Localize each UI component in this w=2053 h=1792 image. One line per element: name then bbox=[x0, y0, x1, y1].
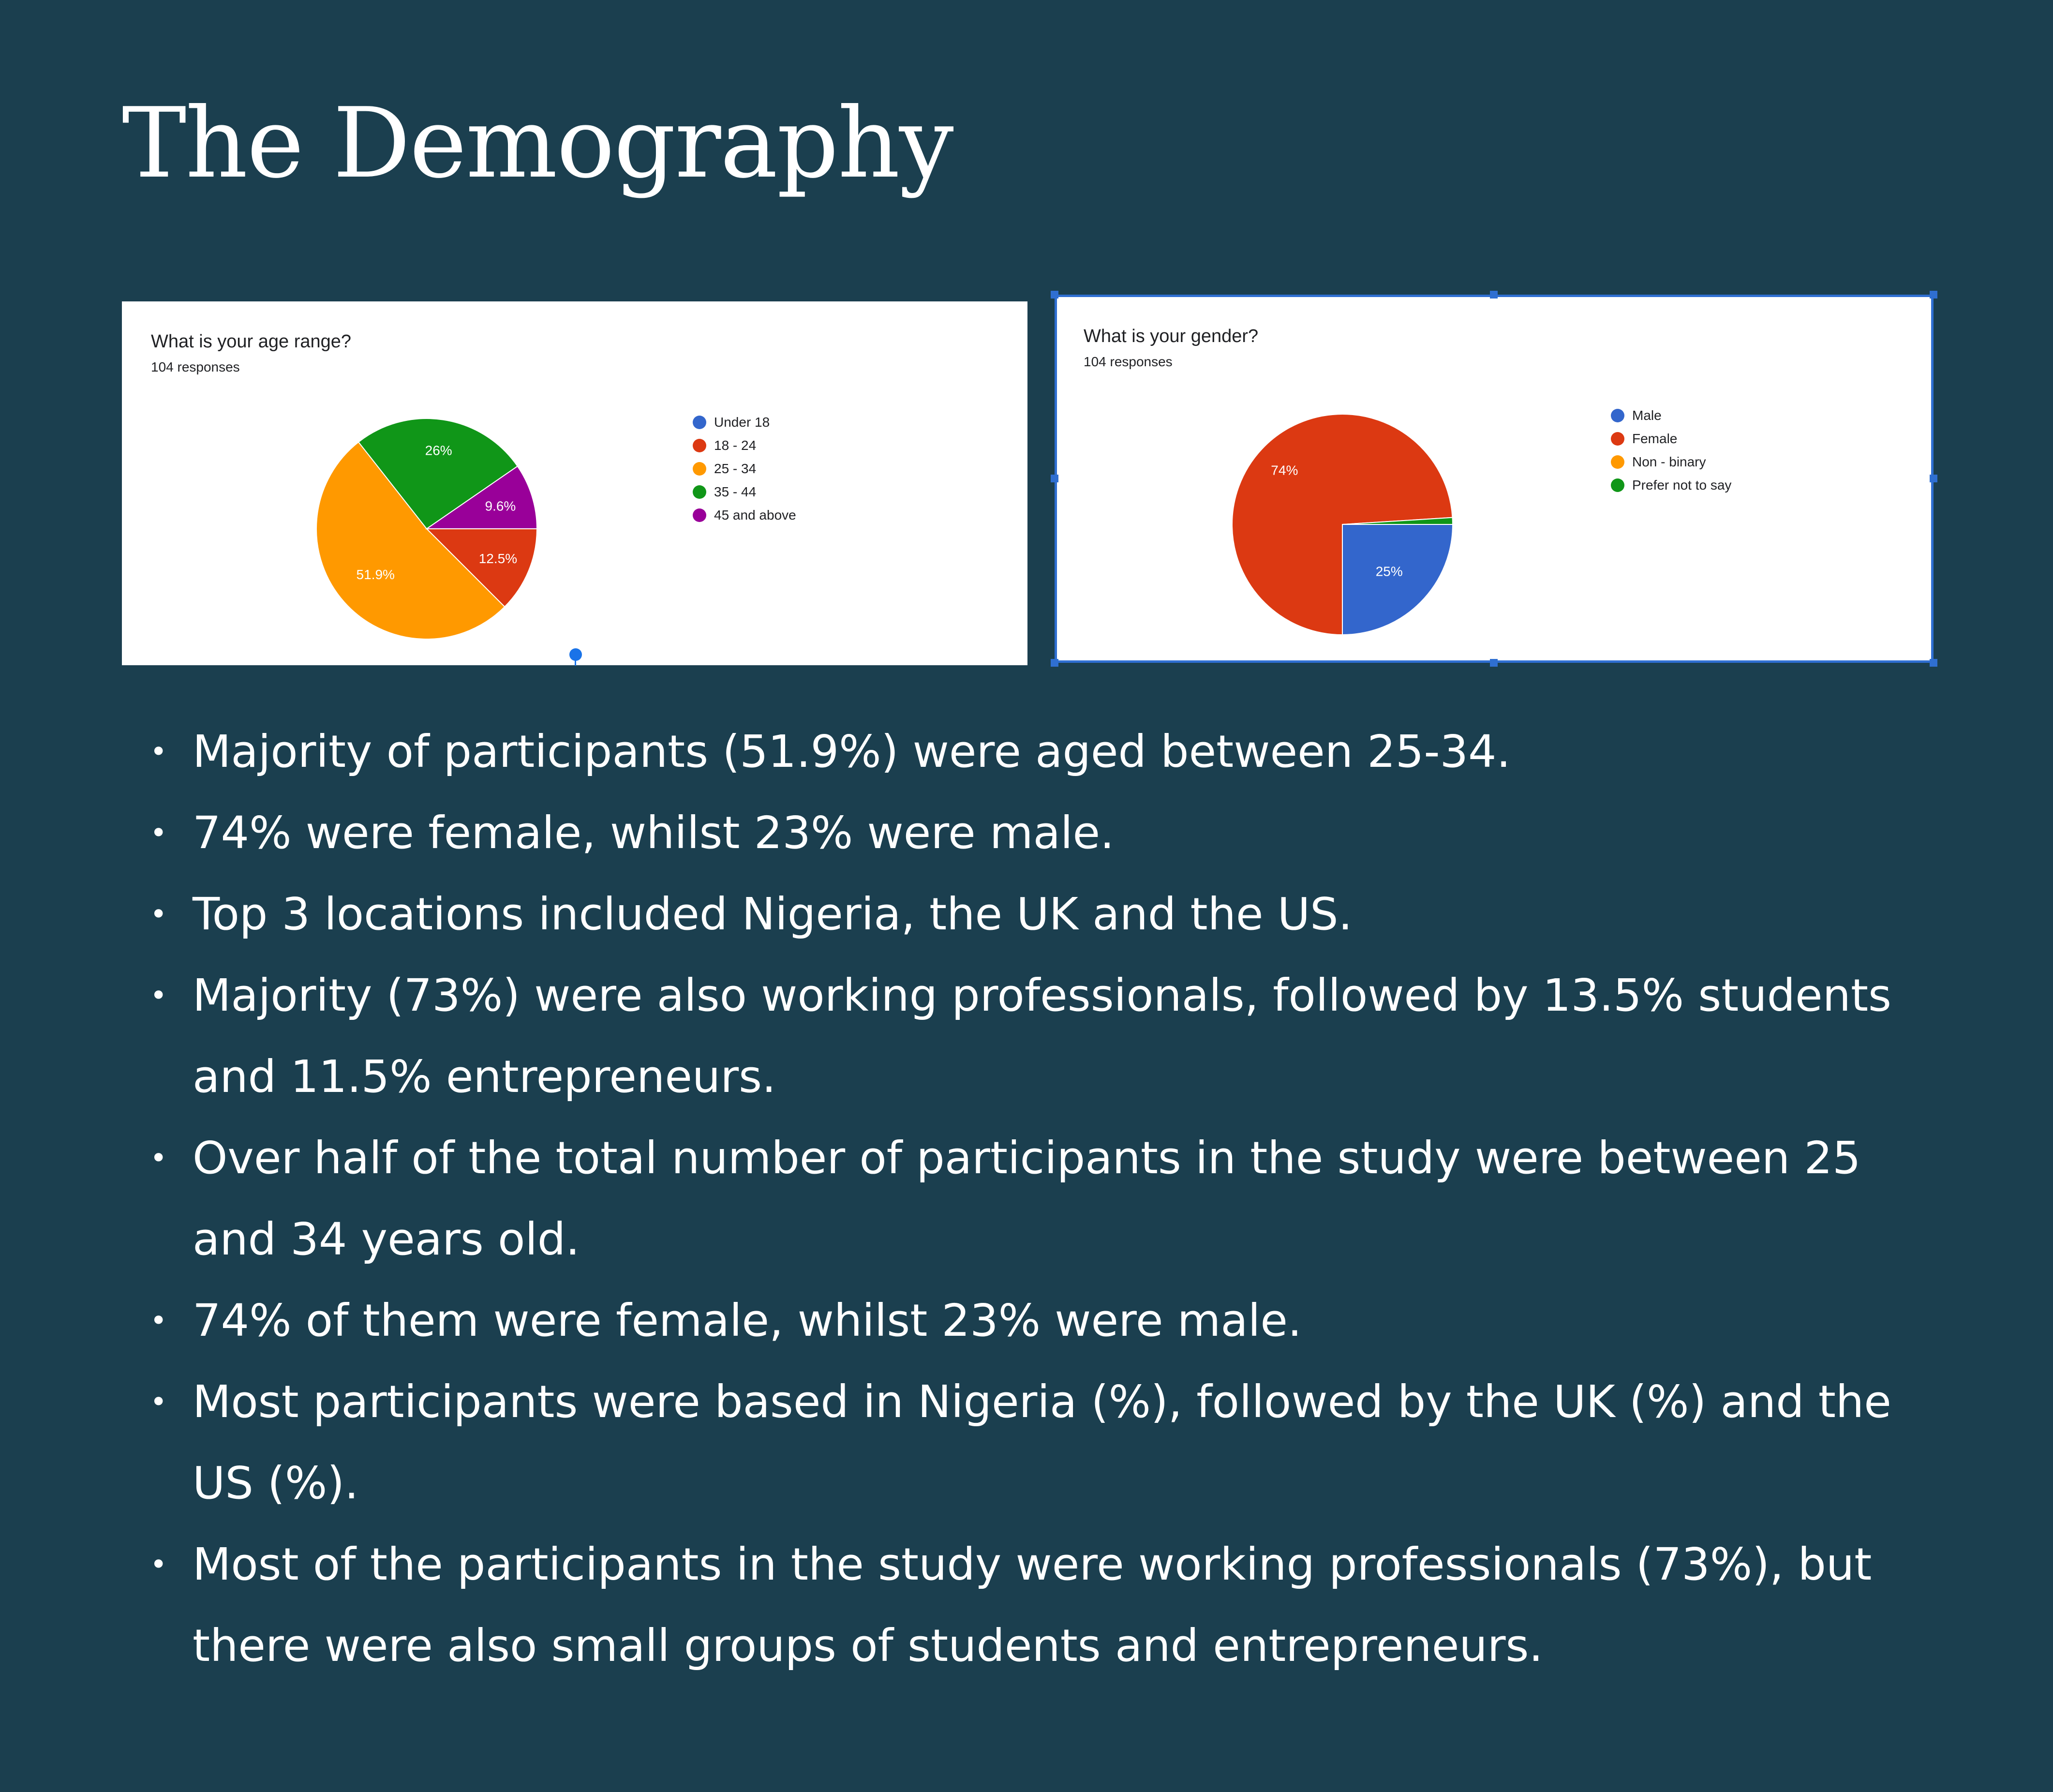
anchor-line bbox=[575, 660, 576, 666]
legend-label: Female bbox=[1632, 431, 1678, 446]
resize-handle-top-middle[interactable] bbox=[1490, 291, 1498, 299]
legend-swatch bbox=[1611, 478, 1624, 492]
age-chart-legend bbox=[693, 411, 796, 527]
legend-item bbox=[1611, 450, 1731, 474]
resize-handle-bottom-middle[interactable] bbox=[1490, 659, 1498, 667]
gender-chart-title: What is your gender? bbox=[1084, 326, 1259, 346]
resize-handle-middle-left[interactable] bbox=[1051, 475, 1058, 482]
resize-handle-top-left[interactable] bbox=[1051, 291, 1058, 299]
legend-swatch bbox=[1611, 432, 1624, 446]
pie-data-label: 26% bbox=[425, 443, 452, 458]
legend-label: Prefer not to say bbox=[1632, 478, 1732, 493]
legend-swatch bbox=[1611, 455, 1624, 469]
pie-data-label: 12.5% bbox=[478, 551, 518, 567]
legend-label: Male bbox=[1632, 408, 1662, 423]
resize-handle-bottom-right[interactable] bbox=[1930, 659, 1937, 667]
bullet-item: • 74% were female, whilst 23% were male. bbox=[145, 792, 1935, 874]
legend-label: 25 - 34 bbox=[714, 461, 757, 476]
legend-label: 45 and above bbox=[714, 508, 796, 523]
bullet-item: • Majority of participants (51.9%) were aged between 25-34. bbox=[145, 711, 1935, 792]
legend-label: 35 - 44 bbox=[714, 484, 757, 499]
findings-bullet-list bbox=[145, 711, 1935, 1687]
legend-swatch bbox=[693, 439, 706, 452]
legend-label: 18 - 24 bbox=[714, 438, 757, 453]
legend-label: Under 18 bbox=[714, 415, 770, 430]
legend-item bbox=[1611, 427, 1731, 450]
pie-data-label: 9.6% bbox=[485, 498, 516, 514]
pie-slice-male bbox=[1342, 524, 1453, 635]
bullet-item: • Most of the participants in the study were working professionals (73%), but there were also small groups of students and entrepreneurs. bbox=[145, 1524, 1935, 1687]
resize-handle-top-right[interactable] bbox=[1930, 291, 1937, 299]
legend-item bbox=[693, 411, 796, 434]
legend-item bbox=[693, 457, 796, 480]
legend-item bbox=[693, 434, 796, 457]
anchor-handle[interactable] bbox=[569, 648, 582, 661]
age-chart-subtitle: 104 responses bbox=[151, 359, 240, 374]
pie-data-label: 74% bbox=[1271, 463, 1298, 478]
legend-label: Non - binary bbox=[1632, 454, 1706, 469]
age-chart-title: What is your age range? bbox=[151, 331, 352, 352]
bullet-item: • 74% of them were female, whilst 23% were male. bbox=[145, 1280, 1935, 1361]
gender-chart-subtitle: 104 responses bbox=[1084, 354, 1173, 369]
pie-data-label: 51.9% bbox=[356, 567, 395, 582]
pie-data-label: 25% bbox=[1375, 564, 1403, 579]
slide-title: The Demography bbox=[122, 87, 953, 200]
legend-swatch bbox=[693, 416, 706, 429]
bullet-item: • Most participants were based in Nigeria (%), followed by the UK (%) and the US (%). bbox=[145, 1361, 1935, 1524]
legend-item bbox=[1611, 474, 1731, 497]
resize-handle-middle-right[interactable] bbox=[1930, 475, 1937, 482]
legend-item bbox=[693, 504, 796, 527]
legend-swatch bbox=[693, 508, 706, 522]
legend-swatch bbox=[693, 462, 706, 476]
resize-handle-bottom-left[interactable] bbox=[1051, 659, 1058, 667]
legend-item bbox=[1611, 404, 1731, 427]
gender-chart-card[interactable] bbox=[1055, 295, 1934, 663]
gender-pie-chart bbox=[1221, 403, 1463, 645]
bullet-item: • Majority (73%) were also working professionals, followed by 13.5% students and 11.5% entrepreneurs. bbox=[145, 955, 1935, 1118]
age-chart-card[interactable] bbox=[122, 301, 1027, 665]
age-pie-chart bbox=[306, 408, 548, 650]
bullet-item: • Over half of the total number of participants in the study were between 25 and 34 years old. bbox=[145, 1118, 1935, 1280]
bullet-item: • Top 3 locations included Nigeria, the UK and the US. bbox=[145, 874, 1935, 955]
legend-swatch bbox=[1611, 409, 1624, 422]
legend-item bbox=[693, 480, 796, 504]
gender-chart-legend bbox=[1611, 404, 1731, 497]
legend-swatch bbox=[693, 485, 706, 499]
